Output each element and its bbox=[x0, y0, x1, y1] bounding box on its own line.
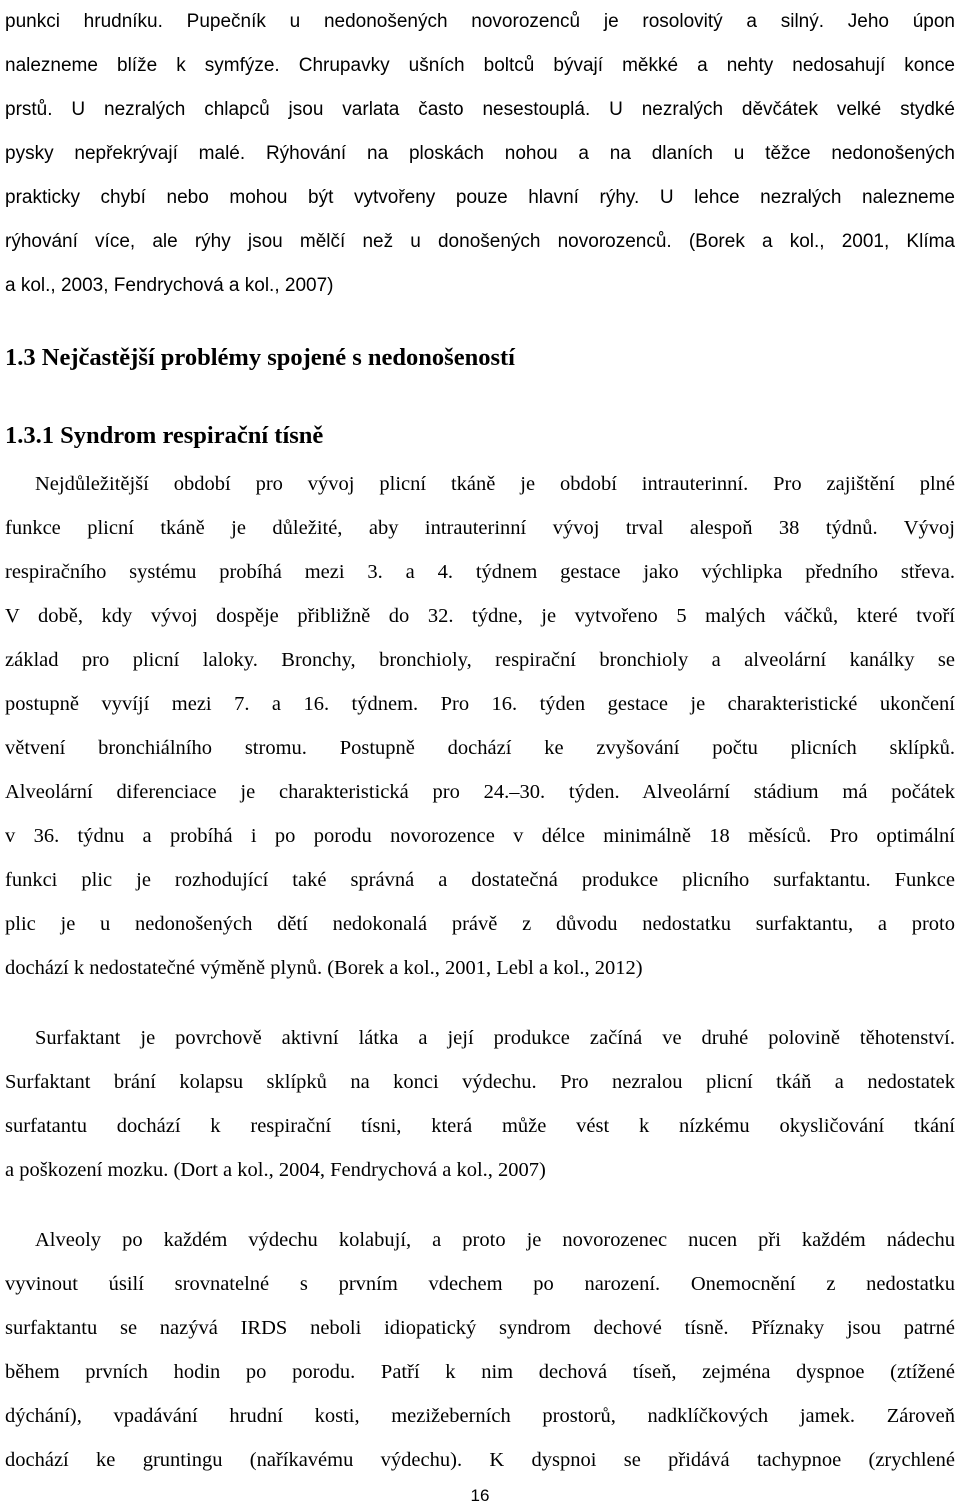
text-line: postupně vyvíjí mezi 7. a 16. týdnem. Pro 16. týden gestace je charakteristické ukončení bbox=[5, 693, 955, 715]
text-line: prstů. U nezralých chlapců jsou varlata často nesestouplá. U nezralých děvčátek velké stydké bbox=[5, 99, 955, 120]
paragraph-alveoli bbox=[5, 1218, 955, 1482]
text-line: Nejdůležitější období pro vývoj plicní tkáně je období intrauterinní. Pro zajištění plné bbox=[35, 473, 955, 495]
text-line: vyvinout úsilí srovnatelné s prvním vdechem po narození. Onemocnění z nedostatku bbox=[5, 1273, 955, 1295]
text-line: a poškození mozku. (Dort a kol., 2004, Fendrychová a kol., 2007) bbox=[5, 1159, 546, 1181]
text-line: prakticky chybí nebo mohou být vytvořeny pouze hlavní rýhy. U lehce nezralých nalezneme bbox=[5, 187, 955, 208]
section-heading: 1.3 Nejčastější problémy spojené s nedonošeností bbox=[5, 344, 515, 371]
text-line: funkci plic je rozhodující také správná a dostatečná produkce plicního surfaktantu. Funkce bbox=[5, 869, 955, 891]
text-line: Alveolární diferenciace je charakteristická pro 24.–30. týden. Alveolární stádium má počátek bbox=[5, 781, 955, 803]
text-line: pysky nepřekrývají malé. Rýhování na ploskách nohou a na dlaních u těžce nedonošených bbox=[5, 143, 955, 164]
paragraph-intro bbox=[5, 0, 955, 308]
paragraph-surfactant bbox=[5, 1016, 955, 1192]
text-line: V době, kdy vývoj dospěje přibližně do 32. týdne, je vytvořeno 5 malých váčků, které tvoří bbox=[5, 605, 955, 627]
page-number: 16 bbox=[470, 1486, 490, 1505]
subsection-heading: 1.3.1 Syndrom respirační tísně bbox=[5, 422, 324, 449]
text-line: v 36. týdnu a probíhá i po porodu novorozence v délce minimálně 18 měsíců. Pro optimální bbox=[5, 825, 955, 847]
text-line: Surfaktant brání kolapsu sklípků na konci výdechu. Pro nezralou plicní tkáň a nedostatek bbox=[5, 1071, 955, 1093]
text-line: punkci hrudníku. Pupečník u nedonošených novorozenců je rosolovitý a silný. Jeho úpon bbox=[5, 11, 955, 32]
text-line: během prvních hodin po porodu. Patří k nim dechová tíseň, zejména dyspnoe (ztížené bbox=[5, 1361, 955, 1383]
text-line: a kol., 2003, Fendrychová a kol., 2007) bbox=[5, 275, 334, 296]
text-line: rýhování více, ale rýhy jsou mělčí než u donošených novorozenců. (Borek a kol., 2001, Klíma bbox=[5, 231, 955, 252]
paragraph-development bbox=[5, 462, 955, 990]
text-line: surfaktantu se nazývá IRDS neboli idiopatický syndrom dechové tísně. Příznaky jsou patrné bbox=[5, 1317, 955, 1339]
text-line: dochází ke gruntingu (naříkavému výdechu). K dyspnoi se přidává tachypnoe (zrychlené bbox=[5, 1449, 955, 1471]
text-line: funkce plicní tkáně je důležité, aby intrauterinní vývoj trval alespoň 38 týdnů. Vývoj bbox=[5, 517, 955, 539]
document-page bbox=[5, 0, 955, 1482]
text-line: větvení bronchiálního stromu. Postupně dochází ke zvyšování počtu plicních sklípků. bbox=[5, 737, 955, 759]
text-line: plic je u nedonošených dětí nedokonalá právě z důvodu nedostatku surfaktantu, a proto bbox=[5, 913, 955, 935]
text-line: dochází k nedostatečné výměně plynů. (Borek a kol., 2001, Lebl a kol., 2012) bbox=[5, 957, 643, 979]
text-line: nalezneme blíže k symfýze. Chrupavky ušních boltců bývají měkké a nehty nedosahují konce bbox=[5, 55, 955, 76]
text-line: Alveoly po každém výdechu kolabují, a proto je novorozenec nucen při každém nádechu bbox=[35, 1229, 955, 1251]
text-line: dýchání), vpadávání hrudní kosti, mezižeberních prostorů, nadklíčkových jamek. Zároveň bbox=[5, 1405, 955, 1427]
text-line: surfatantu dochází k respirační tísni, která může vést k nízkému okysličování tkání bbox=[5, 1115, 955, 1137]
text-line: základ pro plicní laloky. Bronchy, bronchioly, respirační bronchioly a alveolární kanálky se bbox=[5, 649, 955, 671]
text-line: Surfaktant je povrchově aktivní látka a její produkce začíná ve druhé polovině těhotenství. bbox=[35, 1027, 955, 1049]
text-line: respiračního systému probíhá mezi 3. a 4. týdnem gestace jako výchlipka předního střeva. bbox=[5, 561, 955, 583]
